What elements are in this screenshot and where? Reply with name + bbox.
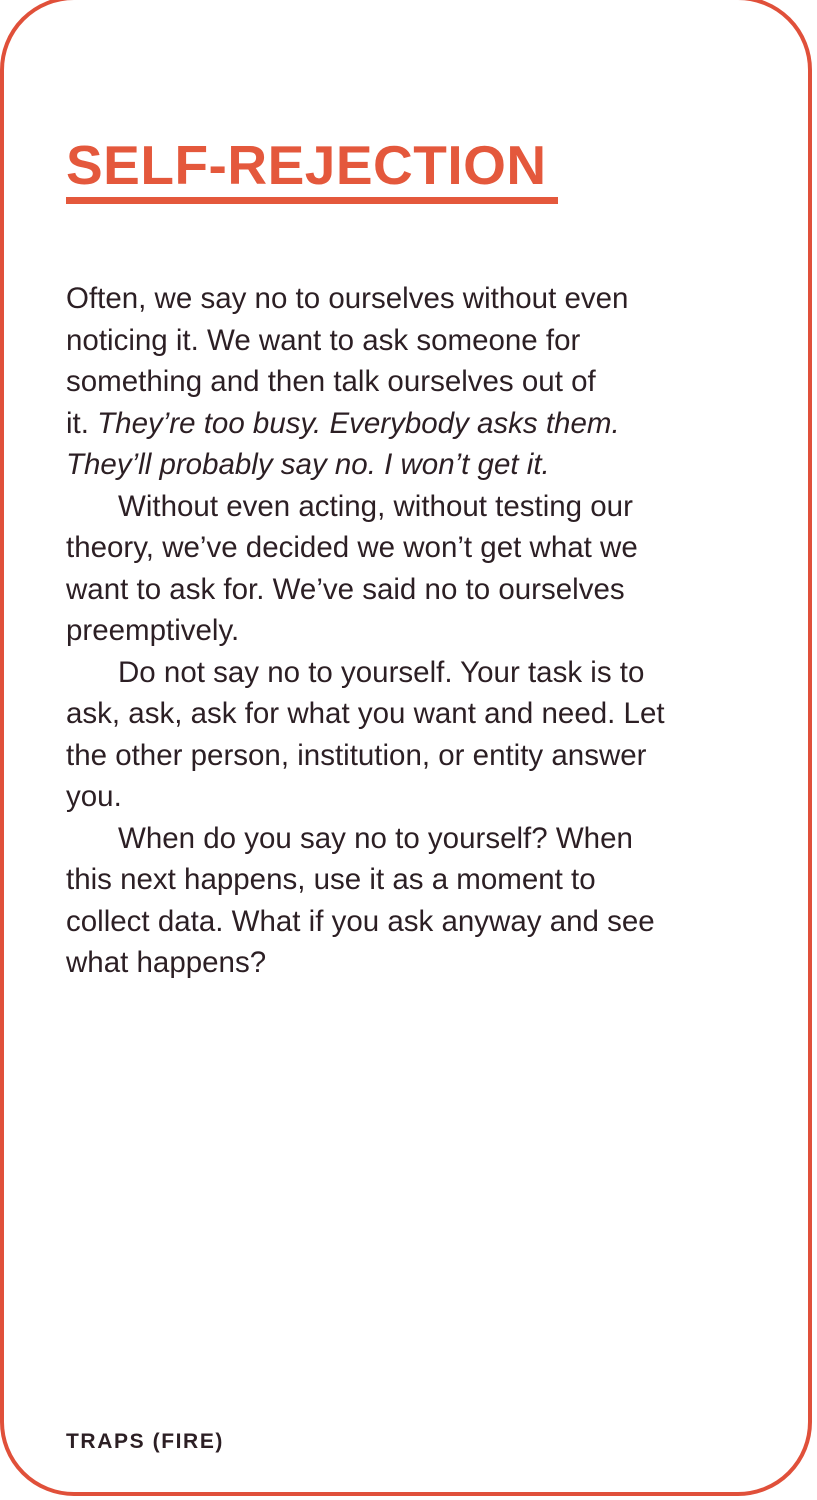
paragraph-1-line-3: something and then talk ourselves out of: [66, 365, 596, 398]
card-category-label: TRAPS (FIRE): [66, 1430, 225, 1453]
paragraph-1-line-2: noticing it. We want to ask someone for: [66, 323, 581, 357]
paragraph-4-line-4: what happens?: [66, 946, 267, 979]
card-title: SELF-REJECTION: [66, 134, 547, 196]
paragraph-1-line-5-italic: They’ll probably say no. I won’t get it.: [66, 448, 550, 481]
paragraph-1-line-4: [66, 403, 756, 445]
paragraph-2-line-2: theory, we’ve decided we won’t get what we: [66, 531, 638, 564]
paragraph-3-line-3: the other person, institution, or entity answer: [66, 738, 647, 772]
paragraph-3-line-4: you.: [66, 780, 122, 813]
paragraph-1-line-4-plain: it.: [66, 406, 98, 440]
paragraph-4-line-3: collect data. What if you ask anyway and see: [66, 904, 655, 938]
paragraph-3-line-1: Do not say no to yourself. Your task is to: [118, 655, 645, 689]
paragraph-1-line-4-italic: They’re too busy. Everybody asks them.: [97, 406, 620, 440]
paragraph-4-line-2: this next happens, use it as a moment to: [66, 863, 596, 896]
paragraph-2-line-3: want to ask for. We’ve said no to ourselves: [66, 572, 625, 606]
paragraph-1-line-1: Often, we say no to ourselves without even: [66, 282, 629, 315]
paragraph-1-line-5: [66, 444, 756, 486]
paragraph-2-line-1: Without even acting, without testing our: [118, 489, 633, 523]
paragraph-3-line-2: ask, ask, ask for what you want and need. Let: [66, 697, 665, 730]
title-underline: [66, 197, 558, 204]
paragraph-4-line-1: When do you say no to yourself? When: [118, 821, 633, 855]
paragraph-2-line-4: preemptively.: [66, 614, 240, 647]
card-body: [66, 278, 756, 984]
